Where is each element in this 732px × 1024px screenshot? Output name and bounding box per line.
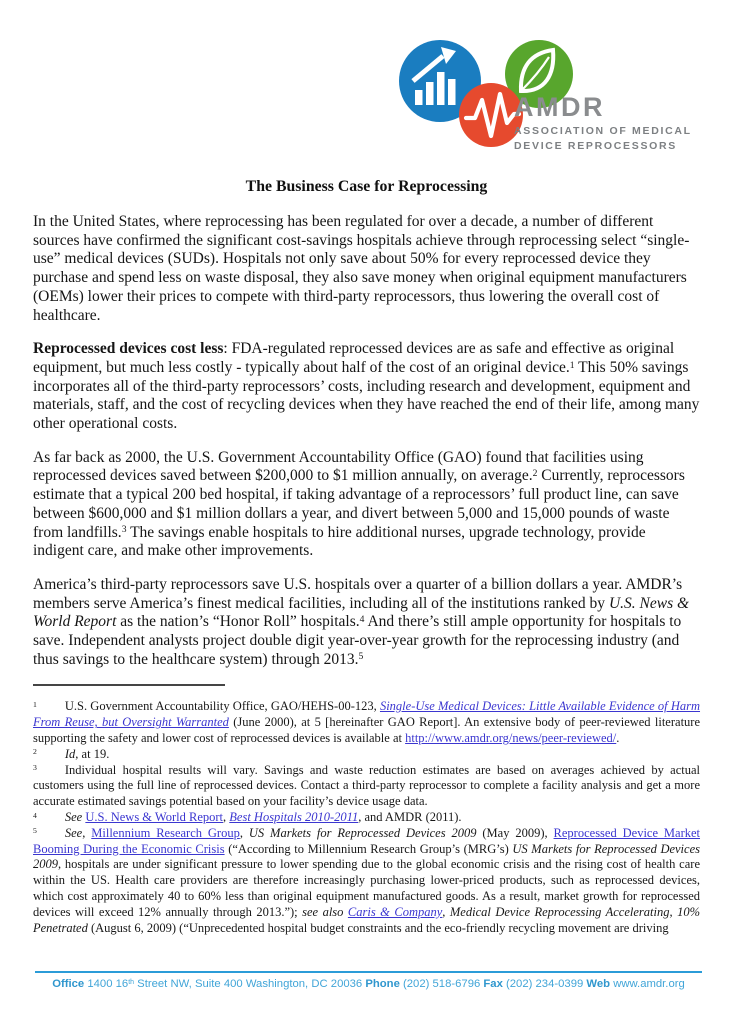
text-run: US Markets for Reprocessed Devices 2009	[248, 825, 483, 840]
page-title: The Business Case for Reprocessing	[245, 178, 488, 195]
text-run: ,	[223, 810, 230, 825]
text-run: In the United States, where reprocessing has been regulated for over a decade, a number of different sources have confirmed the significant cost-savings hospitals achieve through reprocessing select “single-use” medical devices (SUDs). Hospitals not only save about 50% for every reprocessed device they purchase and spend less on waste disposal, they also save money when original equipment manufacturers (OEMs) lower their prices to compete with third-party reprocessors, thus lowering the overall cost of healthcare.	[33, 213, 690, 324]
text-run: ,	[82, 825, 92, 840]
text-run: America’s third-party reprocessors save U.S. hospitals over a quarter of a billion dollars a year. AMDR’s members serve America’s finest medical facilities, including all of the institutions ranked by	[33, 575, 683, 612]
superscript-ref: th	[128, 978, 135, 986]
footnote-5	[33, 826, 700, 937]
paragraph-cost-less	[33, 340, 700, 434]
text-run: The savings enable hospitals to hire additional nurses, upgrade technology, provide indigent care, and make other improvements.	[33, 523, 646, 560]
text-run: (May 2009),	[482, 825, 554, 840]
hyperlink[interactable]: Reprocessed Device Market Booming During the Economic Crisis	[33, 825, 701, 856]
superscript-ref: 5	[358, 651, 364, 663]
footnotes-section	[33, 699, 700, 936]
text-run: (“According to Millennium Research Group’s (MRG’s)	[224, 841, 513, 856]
text-run: ,	[442, 904, 450, 919]
superscript-ref: 2	[532, 468, 538, 480]
text-run: Web	[586, 978, 611, 990]
text-run: See	[64, 810, 86, 825]
text-run: And there’s still ample opportunity for hospitals to save. Independent analysts project double digit year-over-year growth for the reprocessing industry (and thus savings to the healthcare system) through 2013.	[33, 613, 682, 668]
hyperlink[interactable]: U.S. News & World Report	[85, 810, 224, 825]
text-run: (202) 234-0399	[502, 978, 587, 990]
text-run: see also	[302, 904, 348, 919]
paragraph-intro	[33, 213, 700, 325]
document-content	[33, 178, 700, 936]
text-run: U.S. Government Accountability Office, GAO/HEHS-00-123,	[64, 699, 380, 714]
footnote-2	[33, 747, 700, 763]
footnote-4	[33, 810, 700, 826]
text-run: (August 6, 2009) (“Unprecedented hospital budget constraints and the eco-friendly recycling movement are driving	[87, 920, 669, 935]
hyperlink[interactable]: Millennium Research Group	[91, 825, 240, 840]
text-run: (202) 518-6796	[399, 978, 484, 990]
superscript-ref: 5	[33, 826, 37, 836]
hyperlink[interactable]: Caris & Company	[347, 904, 443, 919]
text-run: , and AMDR (2011).	[358, 810, 462, 825]
text-run: Street NW, Suite 400 Washington, DC 20036	[134, 978, 366, 990]
hyperlink[interactable]: Best Hospitals 2010-2011	[229, 810, 359, 825]
page-footer	[35, 971, 702, 990]
paragraph-industry-growth	[33, 576, 700, 670]
logo-text-block	[514, 94, 692, 153]
logo-wordmark: AMDR	[514, 92, 605, 122]
footnote-3	[33, 763, 700, 810]
superscript-ref: 1	[33, 699, 37, 709]
text-run: U.S. News & World Report	[33, 594, 690, 631]
footnote-separator	[33, 684, 225, 686]
text-run: Phone	[365, 978, 400, 990]
text-run: 1400 16	[84, 978, 129, 990]
footnote-1	[33, 699, 700, 746]
superscript-ref: 1	[569, 359, 575, 371]
text-run: Reprocessed devices cost less	[33, 340, 224, 358]
text-run: .	[616, 731, 620, 746]
text-run: As far back as 2000, the U.S. Government Accountability Office (GAO) found that facilities using reprocessed devices saved between $200,000 to $1 million annually, on average.	[33, 448, 644, 485]
text-run: See	[64, 825, 83, 840]
text-run: , at 19.	[75, 746, 110, 761]
text-run: Office	[52, 978, 85, 990]
superscript-ref: 3	[121, 524, 127, 536]
hyperlink[interactable]: Single-Use Medical Devices: Little Available Evidence of Harm From Reuse, but Oversight Warranted	[33, 699, 701, 730]
text-run: Fax	[483, 978, 503, 990]
text-run: Id	[64, 746, 76, 761]
superscript-ref: 4	[359, 614, 365, 626]
text-run: Currently, reprocessors estimate that a typical 200 bed hospital, if taking advantage of a reprocessors’ full product line, can save between $600,000 and $1 million dollars a year, and divert between 5,000 and 15,000 pounds of waste from landfills.	[33, 467, 685, 541]
superscript-ref: 2	[33, 747, 37, 757]
text-run: (June 2000), at 5 [hereinafter GAO Report]. An extensive body of peer-reviewed literature supporting the safety and lower cost of reprocessed devices is available at	[33, 715, 701, 746]
text-run: Medical Device Reprocessing Accelerating, 10% Penetrated	[33, 904, 701, 935]
logo-subtitle-line1: ASSOCIATION OF MEDICAL	[514, 125, 692, 137]
text-run: Individual hospital results will vary. Savings and waste reduction estimates are based on averages achieved by actual customers using the full line of reprocessed devices. Contact a third-party reprocessor to complete a facility analysis and get a more accurate estimated savings potential based on your facility’s device usage data.	[33, 762, 700, 809]
superscript-ref: 4	[33, 810, 37, 820]
text-run: This 50% savings incorporates all of the third-party reprocessors’ costs, including research and development, equipment and materials, staff, and the cost of recycling devices when they have reached the end of their life, among many other operational costs.	[33, 358, 700, 433]
superscript-ref: 3	[33, 763, 37, 773]
text-run: : FDA-regulated reprocessed devices are as safe and effective as original equipment, but much less costly - typically about half of the cost of an original device.	[33, 340, 675, 376]
text-run: as the nation’s “Honor Roll” hospitals.	[116, 613, 360, 631]
paragraph-gao-savings	[33, 449, 700, 561]
text-run: , hospitals are under significant pressure to lower spending due to the global economic crisis and the rising cost of health care within the US. Health care providers are therefore increasingly purchasing lower-priced products, such as reprocessed devices, which cost approximately 40 to 60% less than original equipment manufactured goods. As a result, market growth for reprocessed devices will exceed 12% annually through 2013.”);	[33, 857, 700, 919]
footer-contact-line	[35, 978, 702, 990]
text-run: ,	[239, 825, 249, 840]
text-run: www.amdr.org	[610, 978, 685, 990]
hyperlink[interactable]: http://www.amdr.org/news/peer-reviewed/	[405, 731, 617, 746]
logo-subtitle-line2: DEVICE REPROCESSORS	[514, 140, 677, 153]
text-run: US Markets for Reprocessed Devices 2009	[33, 841, 700, 872]
amdr-logo	[396, 36, 708, 154]
